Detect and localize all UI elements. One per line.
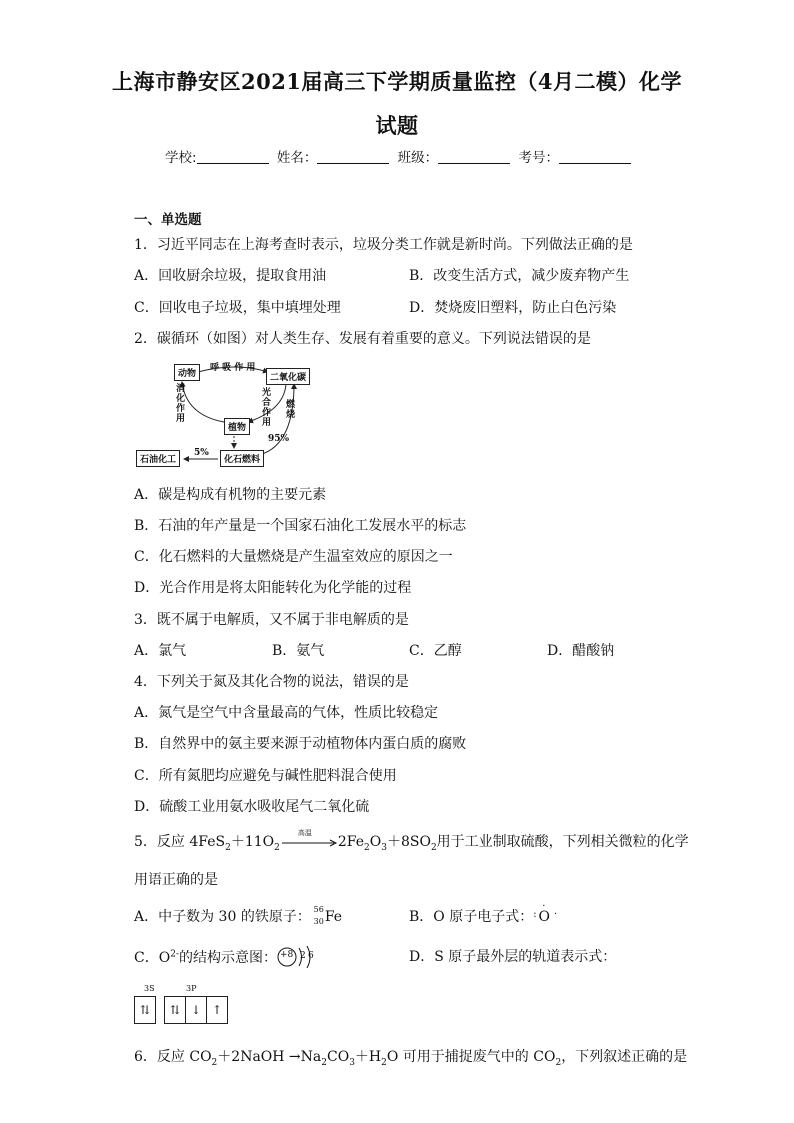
q6-part: ＋2NaOH →Na: [217, 1049, 322, 1065]
option-c-text: C．O: [134, 950, 171, 966]
animal-box: 动物: [174, 364, 200, 381]
q5-eq-part: 用于工业制取硫酸，下列相关微粒的化学: [436, 834, 689, 850]
co2-box: 二氧化碳: [266, 368, 310, 385]
q6-part: CO: [326, 1049, 350, 1065]
question-2-option-d: D．光合作用是将太阳能转化为化学能的过程: [134, 580, 412, 596]
question-1-option-b: B．改变生活方式，减少废弃物产生: [409, 268, 630, 284]
orbital-cell-3p-1: ⇅: [164, 996, 186, 1024]
question-5-option-a: [134, 906, 342, 926]
option-c-text-rest: 的结构示意图：: [178, 950, 277, 966]
q6-part: 6．反应 CO: [134, 1049, 212, 1065]
number-field[interactable]: [559, 151, 631, 164]
question-1-stem: 1．习近平同志在上海考查时表示，垃圾分类工作就是新时尚。下列做法正确的是: [134, 237, 633, 253]
q5-eq-part: 5．反应 4FeS: [134, 834, 226, 850]
q5-eq-sub: 2: [274, 842, 280, 853]
orbital-cell-3p-3: ↑: [206, 996, 228, 1024]
orbital-3p-label: 3P: [186, 984, 197, 993]
oxygen-symbol: O: [538, 909, 550, 925]
q6-sub: 2: [555, 1057, 562, 1068]
school-label: 学校:: [165, 150, 197, 166]
reaction-arrow: [280, 829, 338, 848]
question-2-option-b: B．石油的年产量是一个国家石油化工发展水平的标志: [134, 518, 467, 534]
digestion-label: 消化作用: [176, 384, 186, 424]
option-b-text: B．O 原子电子式：: [409, 909, 534, 925]
q6-part: ＋H: [354, 1049, 382, 1065]
question-4-option-a: A．氮气是空气中含量最高的气体，性质比较稳定: [134, 705, 439, 721]
question-6-stem: [134, 1046, 687, 1068]
q5-eq-sub: 2: [364, 842, 370, 853]
respiration-label: 呼 吸 作 用: [210, 363, 256, 373]
question-4-option-c: C．所有氮肥均应避免与碱性肥料混合使用: [134, 768, 397, 784]
class-label: 班级：: [397, 150, 439, 166]
carbon-cycle-diagram: [136, 360, 306, 472]
class-field[interactable]: [438, 151, 510, 164]
petrochemical-box: 石油化工: [136, 450, 180, 467]
question-3-option-b: B．氨气: [272, 643, 325, 659]
page-title-continued: 试题: [375, 113, 419, 138]
q5-eq-part: O: [369, 834, 382, 850]
question-1-option-a: A．回收厨余垃圾，提取食用油: [134, 268, 327, 284]
combustion-label: 燃烧: [286, 400, 296, 420]
option-a-text: A．中子数为 30 的铁原子：: [134, 909, 311, 925]
question-1-option-d: D．焚烧废旧塑料，防止白色污染: [409, 300, 617, 316]
question-3-option-d: D．醋酸钠: [547, 643, 615, 659]
ion-structure-diagram: [277, 946, 319, 968]
question-5-stem-continued: 用语正确的是: [134, 872, 218, 888]
pct-95-label: 95%: [268, 434, 290, 444]
question-3-option-c: C．乙醇: [409, 643, 462, 659]
question-4-stem: 4．下列关于氮及其化合物的说法，错误的是: [134, 674, 409, 690]
school-field[interactable]: [197, 151, 269, 164]
question-3-option-a: A．氯气: [134, 643, 187, 659]
q6-sub: 3: [349, 1057, 355, 1068]
page-title: 上海市静安区2021届高三下学期质量监控（4月二模）化学: [111, 69, 683, 94]
pct-5-label: 5%: [194, 448, 209, 458]
question-4-option-b: B．自然界中的氨主要来源于动植物体内蛋白质的腐败: [134, 736, 467, 752]
question-1-option-c: C．回收电子垃圾，集中填埋处理: [134, 300, 341, 316]
q5-eq-part: ＋11O: [230, 834, 275, 850]
question-3-stem: 3．既不属于电解质，又不属于非电解质的是: [134, 612, 409, 628]
q6-sub: 2: [211, 1057, 218, 1068]
q6-part: ，下列叙述正确的是: [561, 1049, 688, 1065]
student-info: [165, 146, 635, 166]
orbital-cell-3s: ⇅: [134, 996, 156, 1024]
name-label: 姓名：: [276, 150, 318, 166]
fossil-fuel-box: 化石燃料: [220, 450, 264, 467]
q5-eq-sub: 2: [225, 842, 231, 853]
question-5-option-c: [134, 946, 319, 968]
question-5-stem: [134, 831, 689, 853]
shell-1-electrons: 2: [299, 951, 306, 961]
question-4-option-d: D．硫酸工业用氨水吸收尾气二氧化硫: [134, 799, 370, 815]
question-5-option-d: D．S 原子最外层的轨道表示式：: [409, 949, 617, 965]
q6-sub: 2: [321, 1057, 327, 1068]
q5-eq-part: ＋8SO: [386, 834, 431, 850]
atomic-number: 30: [313, 917, 324, 926]
q6-sub: 2: [381, 1057, 387, 1068]
q5-eq-sub: 2: [430, 842, 437, 853]
element-symbol: Fe: [324, 909, 343, 925]
mass-number: 56: [313, 905, 324, 914]
section-heading: 一、单选题: [134, 212, 202, 228]
electron-dot-formula: · : O ·: [533, 901, 558, 925]
question-5-option-b: [409, 901, 558, 926]
arrow-icon: [280, 834, 338, 848]
number-label: 考号：: [518, 150, 559, 166]
question-2-option-c: C．化石燃料的大量燃烧是产生温室效应的原因之一: [134, 549, 453, 565]
nuclide-notation: [311, 905, 325, 926]
question-2-option-a: A．碳是构成有机物的主要元素: [134, 487, 327, 503]
shell-2-electrons: 6: [307, 951, 314, 961]
ion-charge: 2-: [170, 949, 179, 960]
nucleus-charge: +8: [279, 950, 294, 960]
q5-eq-part: 2Fe: [337, 834, 364, 850]
name-field[interactable]: [317, 151, 389, 164]
q6-part: O 可用于捕捉废气中的 CO: [386, 1049, 556, 1065]
orbital-cell-3p-2: ↓: [185, 996, 207, 1024]
q5-eq-sub: 3: [381, 842, 387, 853]
question-2-stem: 2．碳循环（如图）对人类生存、发展有着重要的意义。下列说法错误的是: [134, 331, 591, 347]
reaction-condition: 高温: [297, 829, 312, 837]
orbital-3s-label: 3S: [144, 984, 155, 993]
photosynthesis-label: 光合作用: [262, 388, 272, 428]
plant-box: 植物: [224, 418, 250, 435]
